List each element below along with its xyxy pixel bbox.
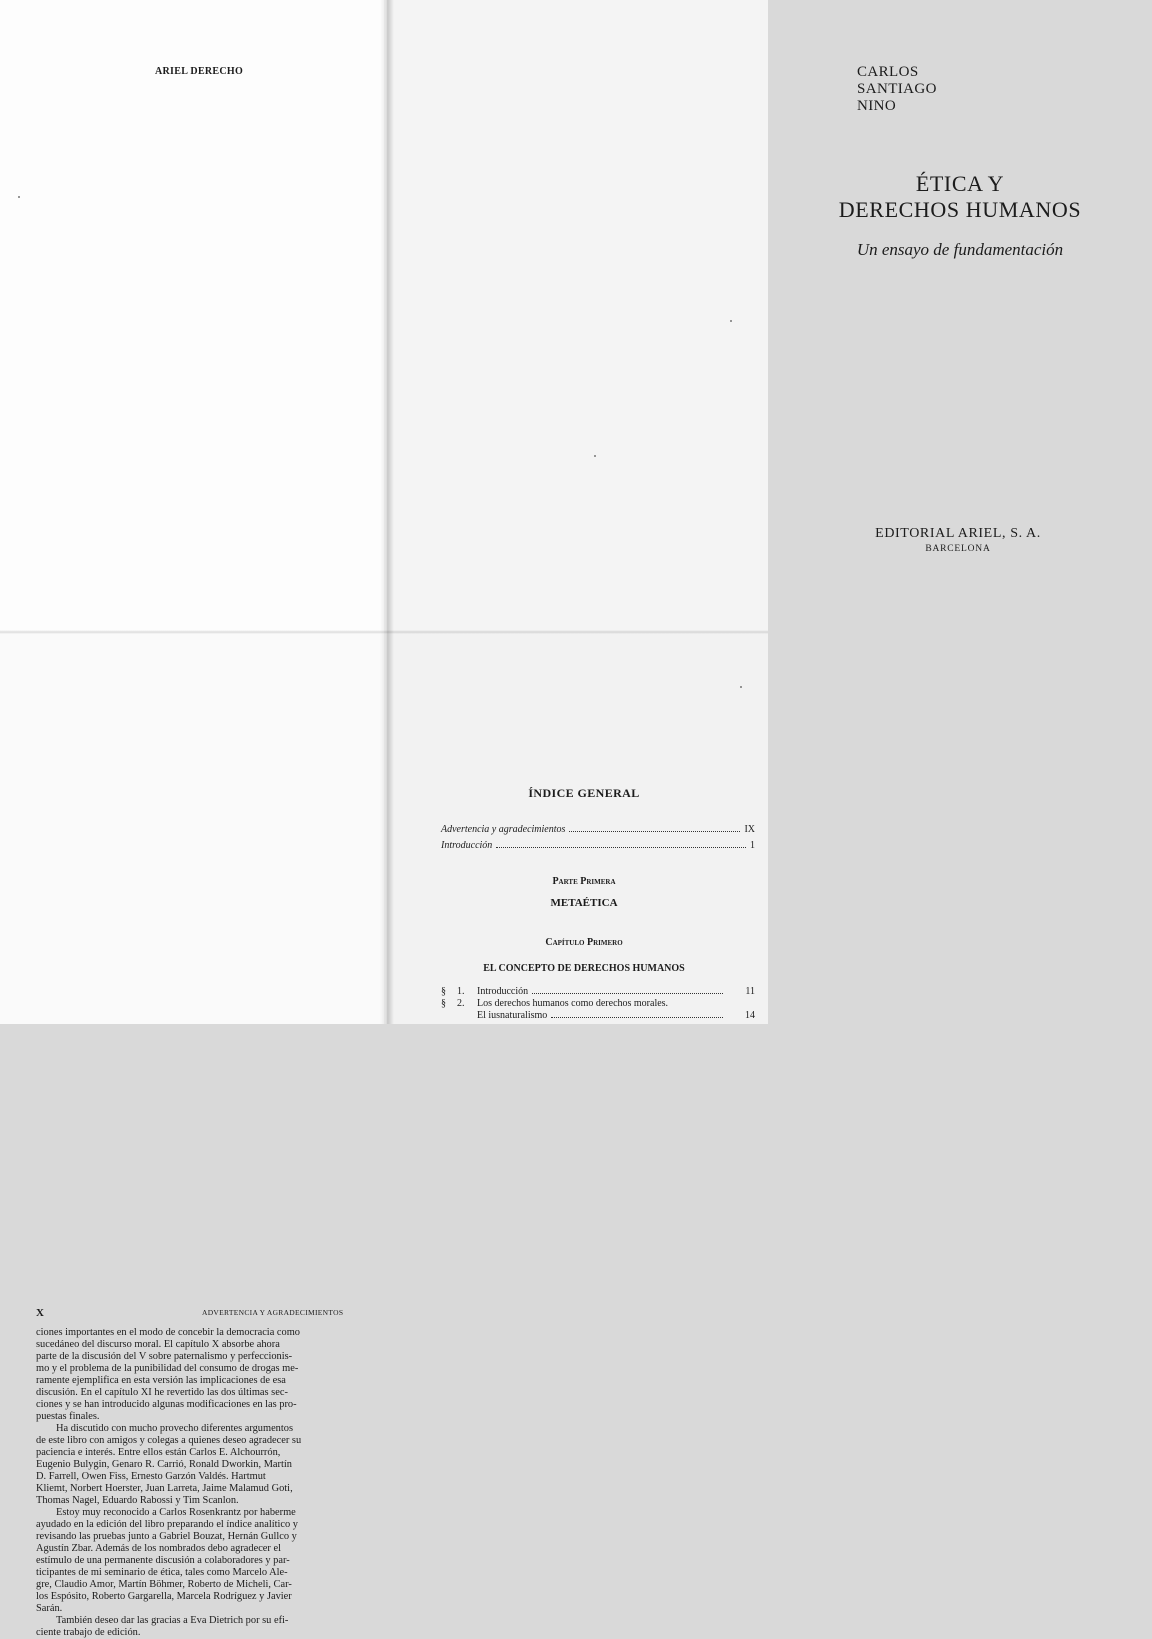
book-title-line2: DERECHOS HUMANOS — [838, 197, 1082, 222]
text-line: Thomas Nagel, Eduardo Rabossi y Tim Scanlon. — [36, 1495, 239, 1506]
text-line: D. Farrell, Owen Fiss, Ernesto Garzón Valdés. Hartmut — [36, 1471, 266, 1482]
text-line: sucedáneo del discurso moral. El capítulo X absorbe ahora — [36, 1339, 280, 1350]
text-line: paciencia e interés. Entre ellos están Carlos E. Alchourrón, — [36, 1447, 281, 1458]
toc-entry-page: IX — [744, 824, 755, 835]
publisher-city: BARCELONA — [925, 544, 991, 554]
text-line: ayudado en la edición del libro preparando el índice analítico y — [36, 1519, 298, 1530]
scan-speck — [18, 196, 20, 198]
text-line: ciones y se han introducido algunas modificaciones en las pro- — [36, 1399, 297, 1410]
leader-dots — [496, 847, 746, 848]
toc-entry — [441, 840, 755, 851]
text-line: puestas finales. — [36, 1411, 100, 1422]
section-number: 2. — [457, 998, 465, 1009]
text-line: Eugenio Bulygin, Genaro R. Carrió, Ronald Dworkin, Martín — [36, 1459, 292, 1470]
book-subtitle: Un ensayo de fundamentación — [856, 240, 1064, 259]
section-title: Introducción — [477, 986, 529, 997]
scan-speck — [730, 320, 732, 322]
body-text — [36, 1327, 348, 1639]
part-label: Parte Primera — [552, 876, 616, 887]
chapter-name: EL CONCEPTO DE DERECHOS HUMANOS — [483, 963, 685, 974]
part-name: METAÉTICA — [550, 897, 618, 909]
text-line: parte de la discusión del V sobre paternalismo y perfeccionis- — [36, 1351, 293, 1362]
section-entry — [441, 986, 755, 998]
text-line: También deseo dar las gracias a Eva Dietrich por su efi- — [56, 1615, 289, 1626]
chapter-label: Capítulo Primero — [545, 937, 623, 948]
text-line: Estoy muy reconocido a Carlos Rosenkrantz por haberme — [56, 1507, 296, 1518]
section-title: Los derechos humanos como derechos morales. — [477, 998, 669, 1009]
publisher-name: EDITORIAL ARIEL, S. A. — [875, 526, 1041, 541]
text-line: ticipantes de mi seminario de ética, tales como Marcelo Ale- — [36, 1567, 288, 1578]
scan-speck — [594, 455, 596, 457]
text-line: los Espósito, Roberto Gargarella, Marcela Rodríguez y Javier — [36, 1591, 292, 1602]
book-title-line1: ÉTICA Y — [915, 171, 1005, 196]
scan-speck — [740, 686, 742, 688]
toc-entry-page: 1 — [750, 840, 755, 851]
leader-dots — [532, 993, 723, 994]
series-name: ARIEL DERECHO — [155, 66, 244, 77]
page-top-left — [0, 0, 384, 632]
text-line: Ha discutido con mucho provecho diferentes argumentos — [56, 1423, 293, 1434]
section-text — [477, 998, 729, 1022]
running-head: ADVERTENCIA Y AGRADECIMIENTOS — [202, 1308, 344, 1317]
text-line: discusión. En el capítulo XI he revertido las dos últimas sec- — [36, 1387, 288, 1398]
section-number: 1. — [457, 986, 465, 997]
leader-dots — [551, 1017, 723, 1018]
text-line: mo y el problema de la punibilidad del consumo de drogas me- — [36, 1363, 299, 1374]
toc-entry — [441, 824, 755, 835]
page-number: X — [36, 1307, 44, 1319]
text-line: gre, Claudio Amor, Martín Böhmer, Roberto de Micheli, Car- — [36, 1579, 292, 1590]
scan-seam — [0, 630, 768, 634]
section-title-line2: El iusnaturalismo — [477, 1010, 548, 1021]
leader-dots — [569, 831, 740, 832]
author-name: CARLOS SANTIAGO NINO — [857, 64, 937, 114]
text-line: Agustín Zbar. Además de los nombrados debo agradecer el — [36, 1543, 281, 1554]
page-title-page — [384, 0, 1082, 632]
text-line: ciente trabajo de edición. — [36, 1627, 141, 1638]
toc-entry-label: Advertencia y agradecimientos — [441, 824, 566, 835]
text-line: Kliemt, Norbert Hoerster, Juan Larreta, Jaime Malamud Goti, — [36, 1483, 293, 1494]
text-line: de este libro con amigos y colegas a quienes deseo agradecer su — [36, 1435, 302, 1446]
text-line: Sarán. — [36, 1603, 63, 1614]
section-page: 14 — [745, 1010, 755, 1021]
section-entry — [441, 998, 755, 1022]
toc-entry-label: Introducción — [441, 840, 493, 851]
section-symbol: § — [441, 998, 446, 1009]
text-line: revisando las pruebas junto a Gabriel Bouzat, Hernán Gullco y — [36, 1531, 297, 1542]
section-text — [477, 986, 729, 998]
section-title-cont — [477, 1010, 729, 1022]
text-line: ciones importantes en el modo de concebir la democracia como — [36, 1327, 300, 1338]
index-title: ÍNDICE GENERAL — [528, 786, 640, 800]
text-line: ramente ejemplifica en esta versión las implicaciones de esa — [36, 1375, 286, 1386]
page-acknowledgements — [0, 632, 384, 1638]
text-line: estímulo de una permanente discusión a colaboradores y par- — [36, 1555, 290, 1566]
book-spine-shadow — [380, 0, 394, 1024]
section-symbol: § — [441, 986, 446, 997]
section-page: 11 — [745, 986, 755, 997]
